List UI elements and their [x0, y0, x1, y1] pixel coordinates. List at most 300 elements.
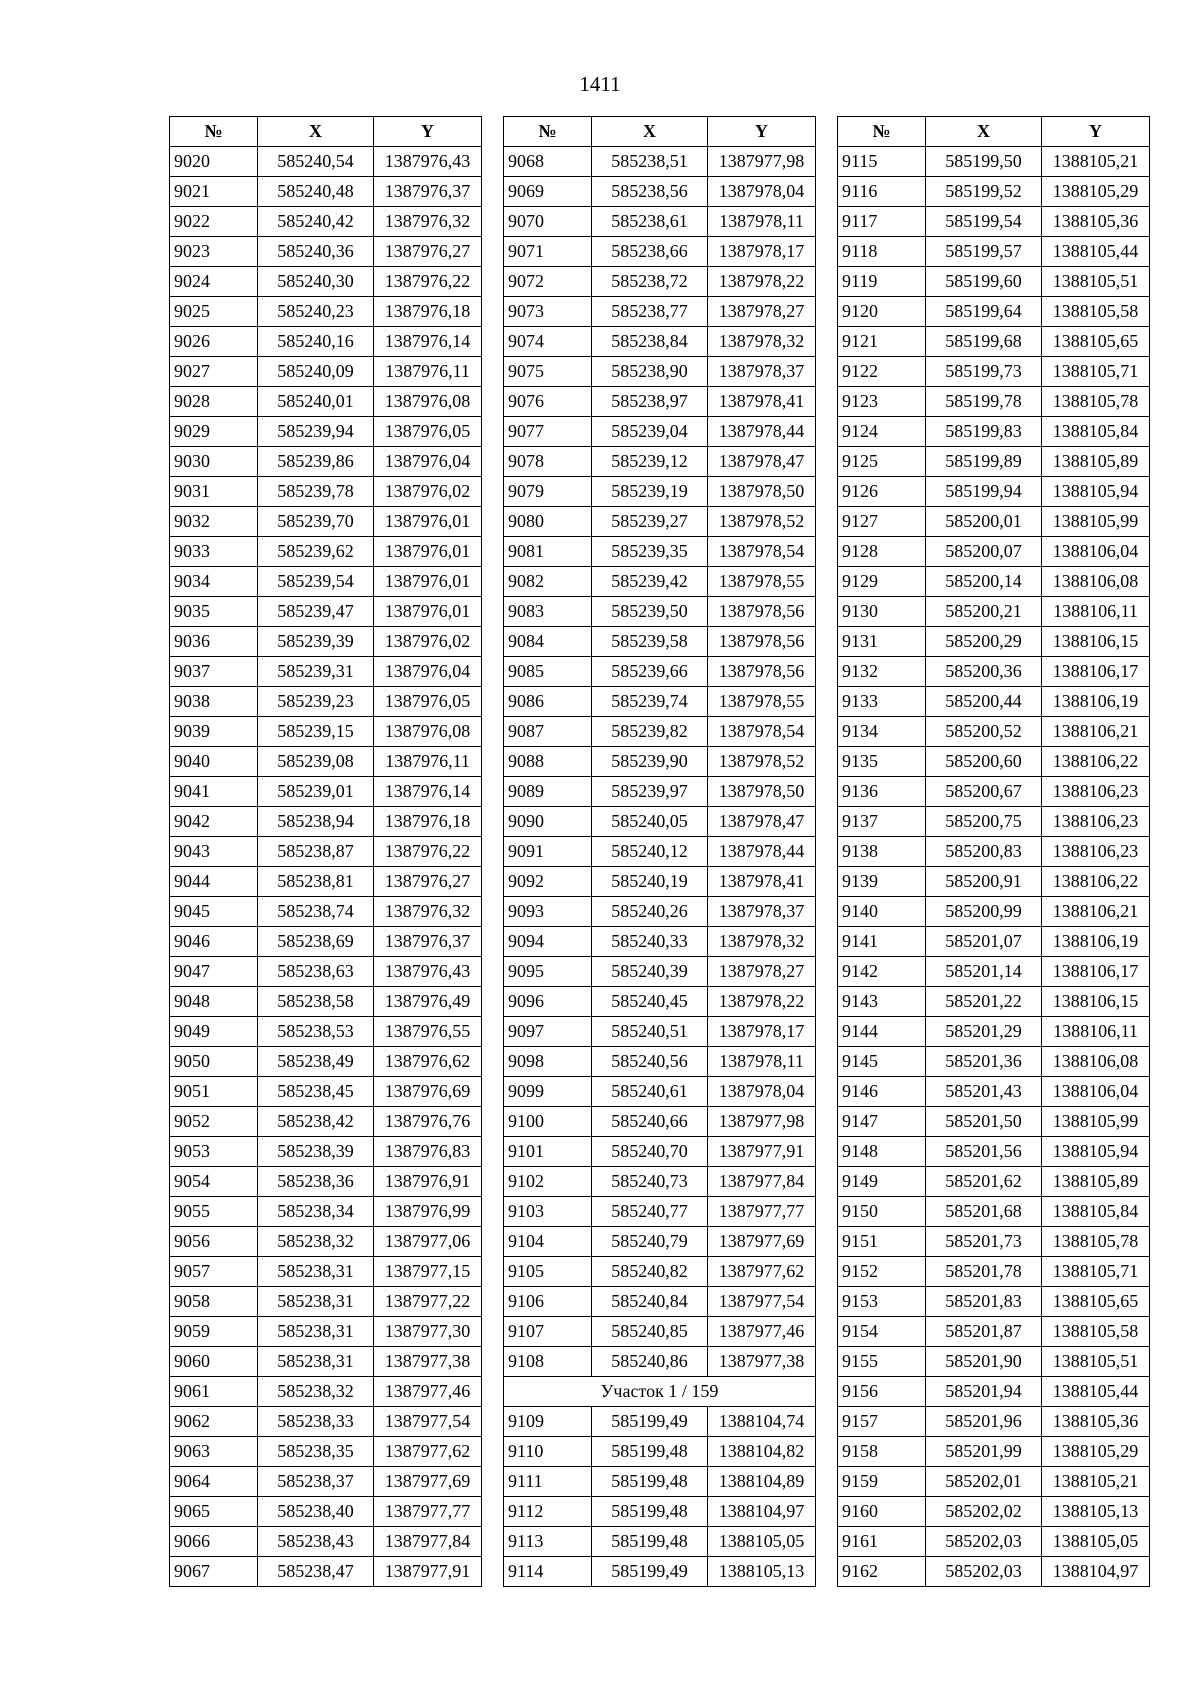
- table-row: [838, 477, 1150, 507]
- y-coordinate-cell: 1388105,65: [1042, 327, 1150, 357]
- table-row: [170, 1257, 482, 1287]
- table-row: [504, 567, 816, 597]
- table-row: [838, 717, 1150, 747]
- table-row: [838, 1047, 1150, 1077]
- table-row: [838, 447, 1150, 477]
- y-coordinate-cell: 1387976,18: [374, 297, 482, 327]
- table-row: [504, 927, 816, 957]
- point-number-cell: 9062: [170, 1407, 258, 1437]
- y-coordinate-cell: 1387978,37: [708, 897, 816, 927]
- y-coordinate-cell: 1388106,21: [1042, 897, 1150, 927]
- y-coordinate-cell: 1388106,19: [1042, 687, 1150, 717]
- y-coordinate-cell: 1387978,41: [708, 867, 816, 897]
- x-coordinate-cell: 585240,54: [258, 147, 374, 177]
- y-coordinate-cell: 1387976,14: [374, 327, 482, 357]
- y-coordinate-cell: 1388106,04: [1042, 537, 1150, 567]
- point-number-cell: 9030: [170, 447, 258, 477]
- y-coordinate-cell: 1387977,22: [374, 1287, 482, 1317]
- y-coordinate-cell: 1387978,22: [708, 267, 816, 297]
- x-coordinate-cell: 585240,66: [592, 1107, 708, 1137]
- point-number-cell: 9130: [838, 597, 926, 627]
- y-coordinate-cell: 1387978,56: [708, 597, 816, 627]
- x-coordinate-cell: 585200,21: [926, 597, 1042, 627]
- x-coordinate-cell: 585238,42: [258, 1107, 374, 1137]
- y-coordinate-cell: 1387978,44: [708, 417, 816, 447]
- point-number-cell: 9080: [504, 507, 592, 537]
- header-y: Y: [708, 117, 816, 147]
- point-number-cell: 9099: [504, 1077, 592, 1107]
- x-coordinate-cell: 585199,60: [926, 267, 1042, 297]
- x-coordinate-cell: 585238,61: [592, 207, 708, 237]
- point-number-cell: 9120: [838, 297, 926, 327]
- point-number-cell: 9154: [838, 1317, 926, 1347]
- coordinates-table-2: [503, 116, 816, 1587]
- y-coordinate-cell: 1387978,32: [708, 327, 816, 357]
- y-coordinate-cell: 1387978,50: [708, 477, 816, 507]
- table-row: [170, 1077, 482, 1107]
- table-row: [504, 897, 816, 927]
- y-coordinate-cell: 1387976,91: [374, 1167, 482, 1197]
- point-number-cell: 9055: [170, 1197, 258, 1227]
- x-coordinate-cell: 585240,82: [592, 1257, 708, 1287]
- y-coordinate-cell: 1387977,38: [374, 1347, 482, 1377]
- point-number-cell: 9041: [170, 777, 258, 807]
- point-number-cell: 9131: [838, 627, 926, 657]
- table-row: [504, 1167, 816, 1197]
- point-number-cell: 9067: [170, 1557, 258, 1587]
- point-number-cell: 9089: [504, 777, 592, 807]
- header-x: X: [926, 117, 1042, 147]
- point-number-cell: 9118: [838, 237, 926, 267]
- point-number-cell: 9140: [838, 897, 926, 927]
- point-number-cell: 9139: [838, 867, 926, 897]
- point-number-cell: 9032: [170, 507, 258, 537]
- point-number-cell: 9045: [170, 897, 258, 927]
- table-body: [838, 147, 1150, 1587]
- x-coordinate-cell: 585200,75: [926, 807, 1042, 837]
- table-row: [504, 1107, 816, 1137]
- table-row: [170, 597, 482, 627]
- x-coordinate-cell: 585240,73: [592, 1167, 708, 1197]
- y-coordinate-cell: 1387977,69: [374, 1467, 482, 1497]
- table-row: [170, 297, 482, 327]
- table-row: [170, 447, 482, 477]
- header-y: Y: [374, 117, 482, 147]
- x-coordinate-cell: 585238,34: [258, 1197, 374, 1227]
- x-coordinate-cell: 585239,01: [258, 777, 374, 807]
- y-coordinate-cell: 1387977,30: [374, 1317, 482, 1347]
- x-coordinate-cell: 585238,37: [258, 1467, 374, 1497]
- y-coordinate-cell: 1387976,69: [374, 1077, 482, 1107]
- x-coordinate-cell: 585238,31: [258, 1347, 374, 1377]
- table-row: [838, 1197, 1150, 1227]
- x-coordinate-cell: 585199,94: [926, 477, 1042, 507]
- y-coordinate-cell: 1388106,22: [1042, 867, 1150, 897]
- y-coordinate-cell: 1387977,84: [374, 1527, 482, 1557]
- y-coordinate-cell: 1388105,36: [1042, 1407, 1150, 1437]
- x-coordinate-cell: 585240,16: [258, 327, 374, 357]
- y-coordinate-cell: 1387976,02: [374, 627, 482, 657]
- y-coordinate-cell: 1387976,11: [374, 357, 482, 387]
- point-number-cell: 9111: [504, 1467, 592, 1497]
- x-coordinate-cell: 585239,19: [592, 477, 708, 507]
- y-coordinate-cell: 1388105,44: [1042, 1377, 1150, 1407]
- table-row: [504, 987, 816, 1017]
- table-row: [838, 177, 1150, 207]
- table-row: [170, 1527, 482, 1557]
- point-number-cell: 9026: [170, 327, 258, 357]
- point-number-cell: 9042: [170, 807, 258, 837]
- x-coordinate-cell: 585199,78: [926, 387, 1042, 417]
- table-row: [170, 657, 482, 687]
- table-row: [504, 537, 816, 567]
- x-coordinate-cell: 585200,07: [926, 537, 1042, 567]
- table-row: [170, 357, 482, 387]
- y-coordinate-cell: 1387977,77: [708, 1197, 816, 1227]
- point-number-cell: 9126: [838, 477, 926, 507]
- x-coordinate-cell: 585240,61: [592, 1077, 708, 1107]
- y-coordinate-cell: 1387976,55: [374, 1017, 482, 1047]
- x-coordinate-cell: 585239,35: [592, 537, 708, 567]
- header-x: X: [592, 117, 708, 147]
- table-row: [170, 237, 482, 267]
- y-coordinate-cell: 1388104,97: [708, 1497, 816, 1527]
- y-coordinate-cell: 1387976,01: [374, 597, 482, 627]
- table-row: [504, 477, 816, 507]
- point-number-cell: 9043: [170, 837, 258, 867]
- x-coordinate-cell: 585201,78: [926, 1257, 1042, 1287]
- x-coordinate-cell: 585238,36: [258, 1167, 374, 1197]
- x-coordinate-cell: 585238,84: [592, 327, 708, 357]
- y-coordinate-cell: 1387977,91: [708, 1137, 816, 1167]
- x-coordinate-cell: 585199,48: [592, 1497, 708, 1527]
- point-number-cell: 9035: [170, 597, 258, 627]
- table-header-row: [838, 117, 1150, 147]
- table-row: [170, 777, 482, 807]
- y-coordinate-cell: 1387976,76: [374, 1107, 482, 1137]
- y-coordinate-cell: 1387976,04: [374, 657, 482, 687]
- table-row: [170, 387, 482, 417]
- table-row: [170, 987, 482, 1017]
- y-coordinate-cell: 1387978,17: [708, 1017, 816, 1047]
- table-row: [504, 297, 816, 327]
- table-row: [504, 627, 816, 657]
- table-row: [838, 1467, 1150, 1497]
- x-coordinate-cell: 585200,91: [926, 867, 1042, 897]
- header-number: №: [838, 117, 926, 147]
- x-coordinate-cell: 585201,50: [926, 1107, 1042, 1137]
- x-coordinate-cell: 585239,15: [258, 717, 374, 747]
- table-row: [170, 807, 482, 837]
- point-number-cell: 9137: [838, 807, 926, 837]
- x-coordinate-cell: 585239,66: [592, 657, 708, 687]
- point-number-cell: 9038: [170, 687, 258, 717]
- x-coordinate-cell: 585239,70: [258, 507, 374, 537]
- table-row: [170, 1227, 482, 1257]
- x-coordinate-cell: 585199,54: [926, 207, 1042, 237]
- table-row: [170, 1047, 482, 1077]
- table-row: [504, 387, 816, 417]
- y-coordinate-cell: 1388105,84: [1042, 417, 1150, 447]
- table-row: [170, 207, 482, 237]
- point-number-cell: 9104: [504, 1227, 592, 1257]
- table-row: [838, 1137, 1150, 1167]
- point-number-cell: 9119: [838, 267, 926, 297]
- x-coordinate-cell: 585240,77: [592, 1197, 708, 1227]
- table-row: [838, 897, 1150, 927]
- point-number-cell: 9073: [504, 297, 592, 327]
- y-coordinate-cell: 1387976,05: [374, 687, 482, 717]
- header-number: №: [170, 117, 258, 147]
- x-coordinate-cell: 585239,50: [592, 597, 708, 627]
- point-number-cell: 9132: [838, 657, 926, 687]
- table-row: [504, 747, 816, 777]
- y-coordinate-cell: 1388106,23: [1042, 807, 1150, 837]
- table-row: [504, 807, 816, 837]
- point-number-cell: 9054: [170, 1167, 258, 1197]
- y-coordinate-cell: 1388105,29: [1042, 177, 1150, 207]
- table-row: [838, 1167, 1150, 1197]
- point-number-cell: 9158: [838, 1437, 926, 1467]
- point-number-cell: 9143: [838, 987, 926, 1017]
- y-coordinate-cell: 1387976,05: [374, 417, 482, 447]
- table-row: [838, 297, 1150, 327]
- point-number-cell: 9084: [504, 627, 592, 657]
- table-row: [170, 537, 482, 567]
- point-number-cell: 9098: [504, 1047, 592, 1077]
- point-number-cell: 9056: [170, 1227, 258, 1257]
- point-number-cell: 9136: [838, 777, 926, 807]
- x-coordinate-cell: 585238,51: [592, 147, 708, 177]
- x-coordinate-cell: 585239,08: [258, 747, 374, 777]
- table-row: [838, 927, 1150, 957]
- point-number-cell: 9133: [838, 687, 926, 717]
- point-number-cell: 9085: [504, 657, 592, 687]
- point-number-cell: 9021: [170, 177, 258, 207]
- x-coordinate-cell: 585201,96: [926, 1407, 1042, 1437]
- table-row: [838, 747, 1150, 777]
- x-coordinate-cell: 585240,79: [592, 1227, 708, 1257]
- table-row: [170, 177, 482, 207]
- y-coordinate-cell: 1387976,01: [374, 567, 482, 597]
- y-coordinate-cell: 1387977,84: [708, 1167, 816, 1197]
- y-coordinate-cell: 1388106,22: [1042, 747, 1150, 777]
- table-row: [504, 507, 816, 537]
- y-coordinate-cell: 1387978,55: [708, 567, 816, 597]
- y-coordinate-cell: 1387978,54: [708, 537, 816, 567]
- table-row: [838, 987, 1150, 1017]
- x-coordinate-cell: 585201,56: [926, 1137, 1042, 1167]
- point-number-cell: 9046: [170, 927, 258, 957]
- point-number-cell: 9153: [838, 1287, 926, 1317]
- point-number-cell: 9097: [504, 1017, 592, 1047]
- x-coordinate-cell: 585238,32: [258, 1227, 374, 1257]
- x-coordinate-cell: 585202,03: [926, 1557, 1042, 1587]
- x-coordinate-cell: 585201,73: [926, 1227, 1042, 1257]
- point-number-cell: 9025: [170, 297, 258, 327]
- y-coordinate-cell: 1388106,15: [1042, 627, 1150, 657]
- point-number-cell: 9141: [838, 927, 926, 957]
- x-coordinate-cell: 585201,68: [926, 1197, 1042, 1227]
- x-coordinate-cell: 585199,50: [926, 147, 1042, 177]
- table-row: [170, 1497, 482, 1527]
- point-number-cell: 9068: [504, 147, 592, 177]
- y-coordinate-cell: 1387976,43: [374, 957, 482, 987]
- y-coordinate-cell: 1388105,65: [1042, 1287, 1150, 1317]
- y-coordinate-cell: 1387976,01: [374, 507, 482, 537]
- x-coordinate-cell: 585238,63: [258, 957, 374, 987]
- point-number-cell: 9148: [838, 1137, 926, 1167]
- point-number-cell: 9061: [170, 1377, 258, 1407]
- point-number-cell: 9090: [504, 807, 592, 837]
- point-number-cell: 9024: [170, 267, 258, 297]
- x-coordinate-cell: 585238,40: [258, 1497, 374, 1527]
- point-number-cell: 9086: [504, 687, 592, 717]
- y-coordinate-cell: 1387978,55: [708, 687, 816, 717]
- point-number-cell: 9134: [838, 717, 926, 747]
- table-row: [838, 627, 1150, 657]
- table-header-row: [504, 117, 816, 147]
- x-coordinate-cell: 585240,12: [592, 837, 708, 867]
- y-coordinate-cell: 1388105,13: [708, 1557, 816, 1587]
- x-coordinate-cell: 585240,05: [592, 807, 708, 837]
- y-coordinate-cell: 1387978,56: [708, 627, 816, 657]
- point-number-cell: 9135: [838, 747, 926, 777]
- x-coordinate-cell: 585239,04: [592, 417, 708, 447]
- point-number-cell: 9037: [170, 657, 258, 687]
- point-number-cell: 9096: [504, 987, 592, 1017]
- x-coordinate-cell: 585199,52: [926, 177, 1042, 207]
- table-row: [504, 1257, 816, 1287]
- y-coordinate-cell: 1388105,51: [1042, 1347, 1150, 1377]
- table-row: [170, 1347, 482, 1377]
- x-coordinate-cell: 585239,78: [258, 477, 374, 507]
- point-number-cell: 9058: [170, 1287, 258, 1317]
- table-row: [170, 747, 482, 777]
- table-row: [838, 417, 1150, 447]
- x-coordinate-cell: 585238,35: [258, 1437, 374, 1467]
- x-coordinate-cell: 585240,39: [592, 957, 708, 987]
- y-coordinate-cell: 1387976,32: [374, 207, 482, 237]
- y-coordinate-cell: 1388106,17: [1042, 957, 1150, 987]
- point-number-cell: 9079: [504, 477, 592, 507]
- y-coordinate-cell: 1387976,27: [374, 237, 482, 267]
- y-coordinate-cell: 1387976,49: [374, 987, 482, 1017]
- x-coordinate-cell: 585200,14: [926, 567, 1042, 597]
- x-coordinate-cell: 585240,19: [592, 867, 708, 897]
- x-coordinate-cell: 585239,82: [592, 717, 708, 747]
- point-number-cell: 9082: [504, 567, 592, 597]
- y-coordinate-cell: 1388106,17: [1042, 657, 1150, 687]
- x-coordinate-cell: 585238,43: [258, 1527, 374, 1557]
- y-coordinate-cell: 1387976,11: [374, 747, 482, 777]
- table-row: [838, 357, 1150, 387]
- x-coordinate-cell: 585239,94: [258, 417, 374, 447]
- table-row: [838, 327, 1150, 357]
- table-row: [838, 1077, 1150, 1107]
- x-coordinate-cell: 585239,62: [258, 537, 374, 567]
- x-coordinate-cell: 585238,94: [258, 807, 374, 837]
- table-row: [838, 1497, 1150, 1527]
- x-coordinate-cell: 585240,26: [592, 897, 708, 927]
- y-coordinate-cell: 1388106,11: [1042, 597, 1150, 627]
- table-row: [170, 1467, 482, 1497]
- point-number-cell: 9059: [170, 1317, 258, 1347]
- table-row: [838, 597, 1150, 627]
- x-coordinate-cell: 585238,90: [592, 357, 708, 387]
- x-coordinate-cell: 585238,72: [592, 267, 708, 297]
- point-number-cell: 9070: [504, 207, 592, 237]
- table-body: [170, 147, 482, 1587]
- x-coordinate-cell: 585199,64: [926, 297, 1042, 327]
- table-row: [504, 837, 816, 867]
- y-coordinate-cell: 1387976,02: [374, 477, 482, 507]
- x-coordinate-cell: 585202,03: [926, 1527, 1042, 1557]
- table-row: [504, 177, 816, 207]
- y-coordinate-cell: 1387976,18: [374, 807, 482, 837]
- point-number-cell: 9123: [838, 387, 926, 417]
- x-coordinate-cell: 585240,36: [258, 237, 374, 267]
- point-number-cell: 9083: [504, 597, 592, 627]
- x-coordinate-cell: 585201,99: [926, 1437, 1042, 1467]
- point-number-cell: 9075: [504, 357, 592, 387]
- point-number-cell: 9108: [504, 1347, 592, 1377]
- table-row: [170, 1137, 482, 1167]
- point-number-cell: 9047: [170, 957, 258, 987]
- x-coordinate-cell: 585238,31: [258, 1257, 374, 1287]
- x-coordinate-cell: 585239,58: [592, 627, 708, 657]
- table-row: [838, 387, 1150, 417]
- point-number-cell: 9142: [838, 957, 926, 987]
- x-coordinate-cell: 585200,01: [926, 507, 1042, 537]
- x-coordinate-cell: 585239,42: [592, 567, 708, 597]
- y-coordinate-cell: 1387978,17: [708, 237, 816, 267]
- x-coordinate-cell: 585239,97: [592, 777, 708, 807]
- y-coordinate-cell: 1387976,43: [374, 147, 482, 177]
- table-row: [170, 1017, 482, 1047]
- y-coordinate-cell: 1388105,51: [1042, 267, 1150, 297]
- x-coordinate-cell: 585201,94: [926, 1377, 1042, 1407]
- point-number-cell: 9156: [838, 1377, 926, 1407]
- y-coordinate-cell: 1387976,37: [374, 177, 482, 207]
- point-number-cell: 9145: [838, 1047, 926, 1077]
- table-row: [170, 1287, 482, 1317]
- y-coordinate-cell: 1387977,77: [374, 1497, 482, 1527]
- table-row: [170, 507, 482, 537]
- point-number-cell: 9112: [504, 1497, 592, 1527]
- point-number-cell: 9029: [170, 417, 258, 447]
- y-coordinate-cell: 1387977,91: [374, 1557, 482, 1587]
- table-row: [170, 627, 482, 657]
- x-coordinate-cell: 585199,49: [592, 1557, 708, 1587]
- table-row: [838, 1227, 1150, 1257]
- x-coordinate-cell: 585238,47: [258, 1557, 374, 1587]
- table-row: [838, 867, 1150, 897]
- point-number-cell: 9050: [170, 1047, 258, 1077]
- table-row: [170, 927, 482, 957]
- x-coordinate-cell: 585201,62: [926, 1167, 1042, 1197]
- y-coordinate-cell: 1388106,08: [1042, 567, 1150, 597]
- y-coordinate-cell: 1387976,01: [374, 537, 482, 567]
- y-coordinate-cell: 1387977,69: [708, 1227, 816, 1257]
- point-number-cell: 9128: [838, 537, 926, 567]
- point-number-cell: 9095: [504, 957, 592, 987]
- point-number-cell: 9110: [504, 1437, 592, 1467]
- section-row: [504, 1377, 816, 1407]
- y-coordinate-cell: 1387977,98: [708, 147, 816, 177]
- table-row: [504, 147, 816, 177]
- table-row: [838, 957, 1150, 987]
